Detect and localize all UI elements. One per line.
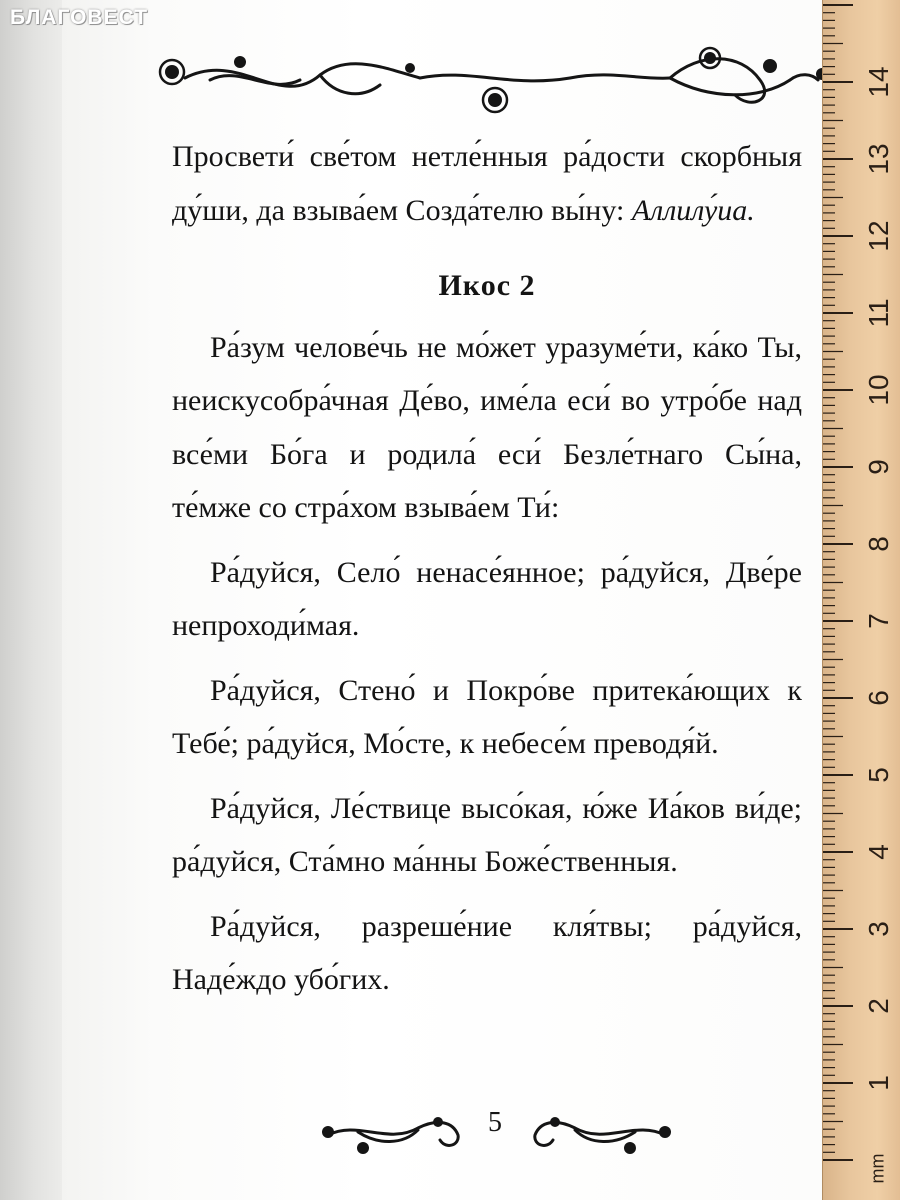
- ruler-label: 14: [863, 66, 894, 98]
- ruler-label: 8: [863, 536, 894, 552]
- section-heading: Икос 2: [438, 269, 536, 302]
- ruler-label: 9: [863, 459, 894, 475]
- floral-divider-left-icon: [318, 1100, 468, 1160]
- ruler-label: 13: [863, 143, 894, 175]
- floral-divider-icon: [150, 40, 830, 120]
- ruler-label: 4: [863, 844, 894, 860]
- paragraph-5: Ра́дуйся, разреше́ние кля́твы; ра́дуйся, Наде́ждо убо́гих.: [172, 909, 802, 996]
- ruler-label: 12: [863, 220, 894, 252]
- ruler-label: 3: [863, 921, 894, 937]
- opening-text: Просвети́ све́том нетле́нныя ра́дости скорбныя ду́ши, да взыва́ем Созда́телю вы́ну:: [172, 140, 802, 227]
- measuring-ruler: [822, 0, 900, 1200]
- floral-divider-right-icon: [525, 1100, 675, 1160]
- watermark: БЛАГОВЕСТ: [10, 6, 149, 29]
- ruler-label: 11: [863, 298, 894, 328]
- ruler-label: 6: [863, 690, 894, 706]
- ruler-label: 5: [863, 767, 894, 783]
- ruler-label: 10: [863, 374, 894, 406]
- page-number: 5: [488, 1107, 502, 1138]
- ruler-label: 2: [863, 998, 894, 1014]
- ruler-unit: mm: [867, 1153, 888, 1184]
- page-gutter-shadow: [0, 0, 62, 1200]
- paragraph-4: Ра́дуйся, Ле́ствице высо́кая, ю́же Иа́ков ви́де; ра́дуйся, Ста́мно ма́нны Боже́ственныя.: [172, 791, 802, 878]
- page-text: [172, 130, 802, 1007]
- alleluia-text: Аллилу́иа.: [631, 193, 755, 227]
- ruler-label: 7: [863, 613, 894, 629]
- opening-paragraph: [172, 130, 802, 237]
- paragraph-3: Ра́дуйся, Стено́ и Покро́ве притека́ющих к Тебе́; ра́дуйся, Мо́сте, к небесе́м преводя́й.: [172, 673, 802, 760]
- paragraph-2: Ра́дуйся, Село́ ненасе́янное; ра́дуйся, Две́ре непроходи́мая.: [172, 555, 802, 642]
- ruler-label: 1: [863, 1075, 894, 1091]
- paragraph-1: Ра́зум челове́чь не мо́жет уразуме́ти, ка́ко Ты, неискусобра́чная Де́во, име́ла еси́ во утро́бе над все́ми Бо́га и родила́ еси́ Безле́тнаго Сы́на, те́мже со стра́хом взыва́ем Ти́:: [172, 330, 802, 524]
